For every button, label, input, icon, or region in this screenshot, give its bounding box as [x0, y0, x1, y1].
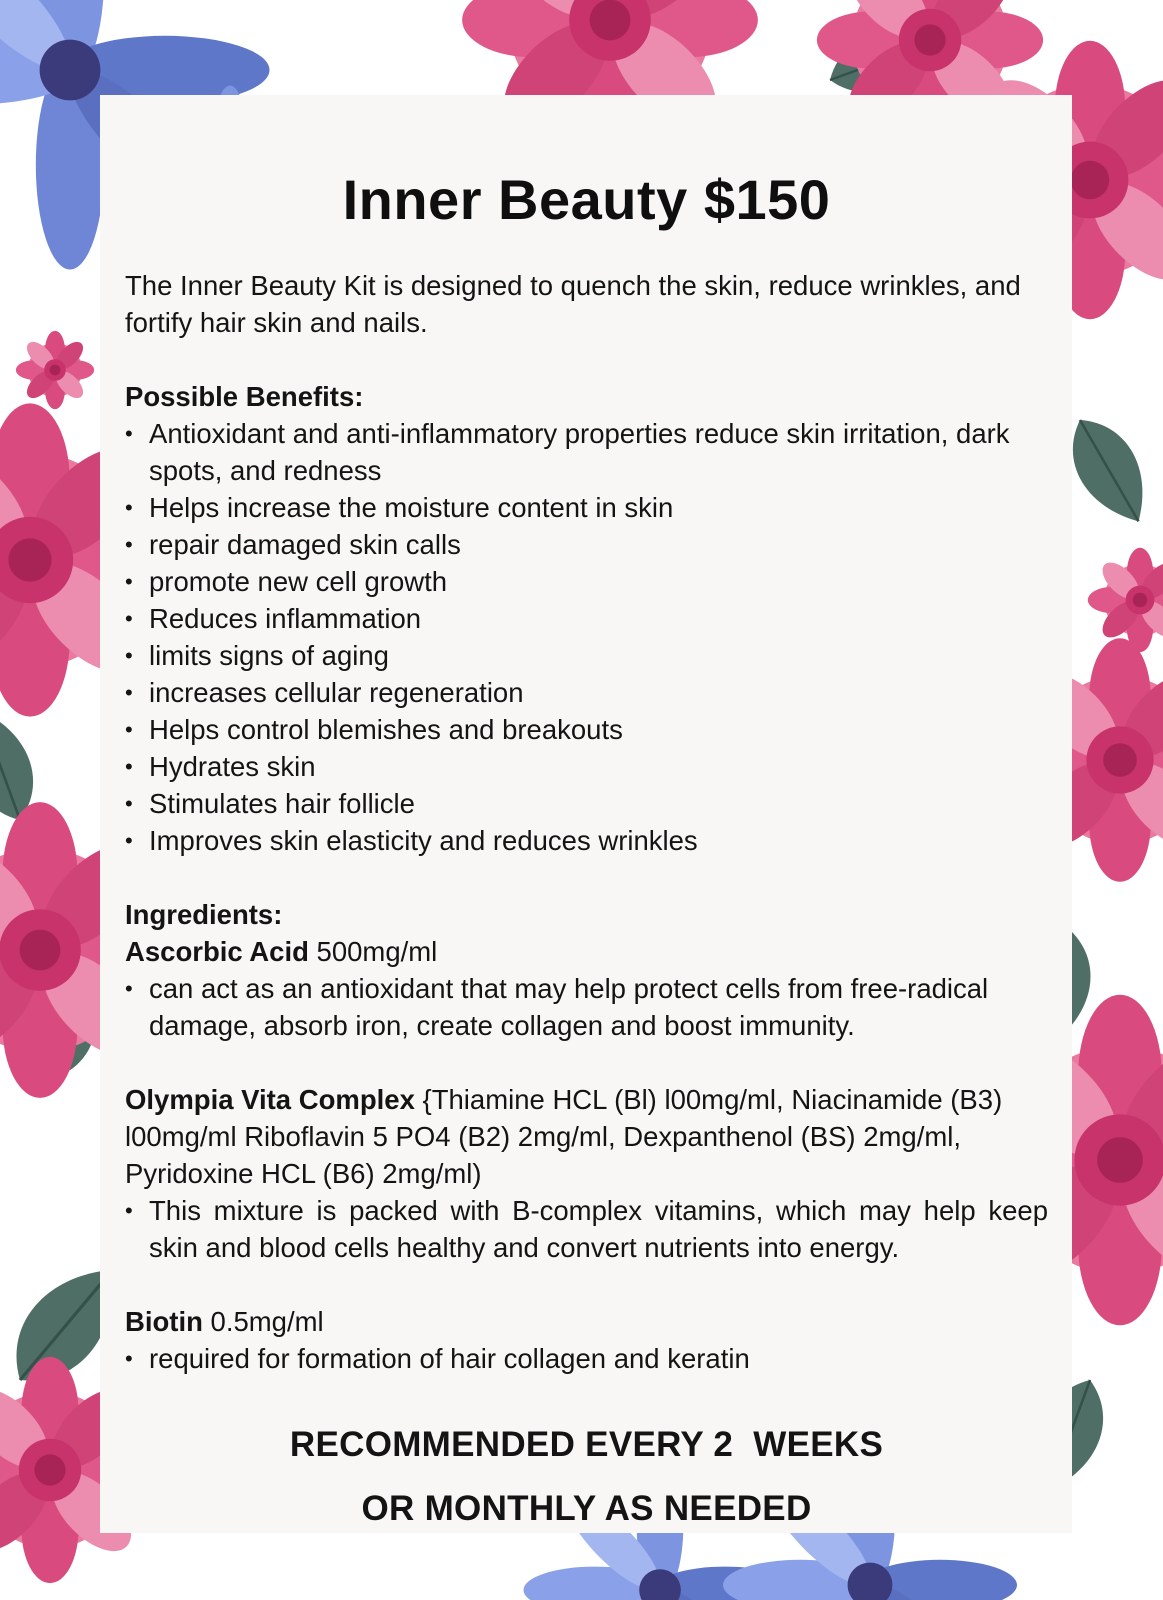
list-item: • limits signs of aging [125, 637, 1048, 674]
ingredient-ascorbic-acid [125, 933, 1048, 1044]
ingredient-detail: 0.5mg/ml [202, 1306, 324, 1337]
list-item: • Hydrates skin [125, 748, 1048, 785]
ingredient-olympia-vita-complex [125, 1081, 1048, 1266]
recommendation-note [125, 1413, 1048, 1541]
ingredient-name: Biotin [125, 1306, 203, 1337]
recommendation-line-1: RECOMMENDED EVERY 2 WEEKS [289, 1425, 884, 1464]
list-item: • increases cellular regeneration [125, 674, 1048, 711]
ingredient-note: • required for formation of hair collagen and keratin [125, 1340, 1048, 1377]
list-item: • promote new cell growth [125, 563, 1048, 600]
ingredient-biotin [125, 1303, 1048, 1377]
intro-text: The Inner Beauty Kit is designed to quench the skin, reduce wrinkles, and fortify hair skin and nails. [125, 270, 1021, 338]
list-item: • Antioxidant and anti-inflammatory properties reduce skin irritation, dark spots, and redness [125, 415, 1048, 489]
page-title: Inner Beauty $150 [342, 168, 831, 231]
list-item: • Stimulates hair follicle [125, 785, 1048, 822]
ingredient-title [125, 1303, 1048, 1340]
list-item: • repair damaged skin calls [125, 526, 1048, 563]
recommendation-line-2: OR MONTHLY AS NEEDED [361, 1489, 812, 1528]
info-card [100, 95, 1072, 1533]
benefits-list [125, 415, 1048, 859]
ingredients-heading: Ingredients: [125, 899, 283, 930]
benefits-heading: Possible Benefits: [125, 381, 364, 412]
ingredient-note: • can act as an antioxidant that may help protect cells from free-radical damage, absorb iron, create collagen and boost immunity. [125, 970, 1048, 1044]
list-item: • Helps increase the moisture content in skin [125, 489, 1048, 526]
ingredient-title [125, 933, 1048, 970]
ingredient-name: Olympia Vita Complex [125, 1084, 415, 1115]
ingredient-name: Ascorbic Acid [125, 936, 309, 967]
list-item: • Reduces inflammation [125, 600, 1048, 637]
list-item: • Helps control blemishes and breakouts [125, 711, 1048, 748]
ingredient-note: • This mixture is packed with B-complex vitamins, which may help keep skin and blood cells healthy and convert nutrients into energy. [125, 1192, 1048, 1266]
list-item: • Improves skin elasticity and reduces wrinkles [125, 822, 1048, 859]
ingredient-detail: {Thiamine HCL (Bl) l00mg/ml, Niacinamide (B3) l00mg/ml Riboflavin 5 PO4 (B2) 2mg/ml, Dexpanthenol (BS) 2mg/ml, Pyridoxine HCL (B6) 2mg/ml) [125, 1084, 1003, 1189]
ingredient-detail: 500mg/ml [308, 936, 438, 967]
ingredient-title [125, 1081, 1048, 1192]
